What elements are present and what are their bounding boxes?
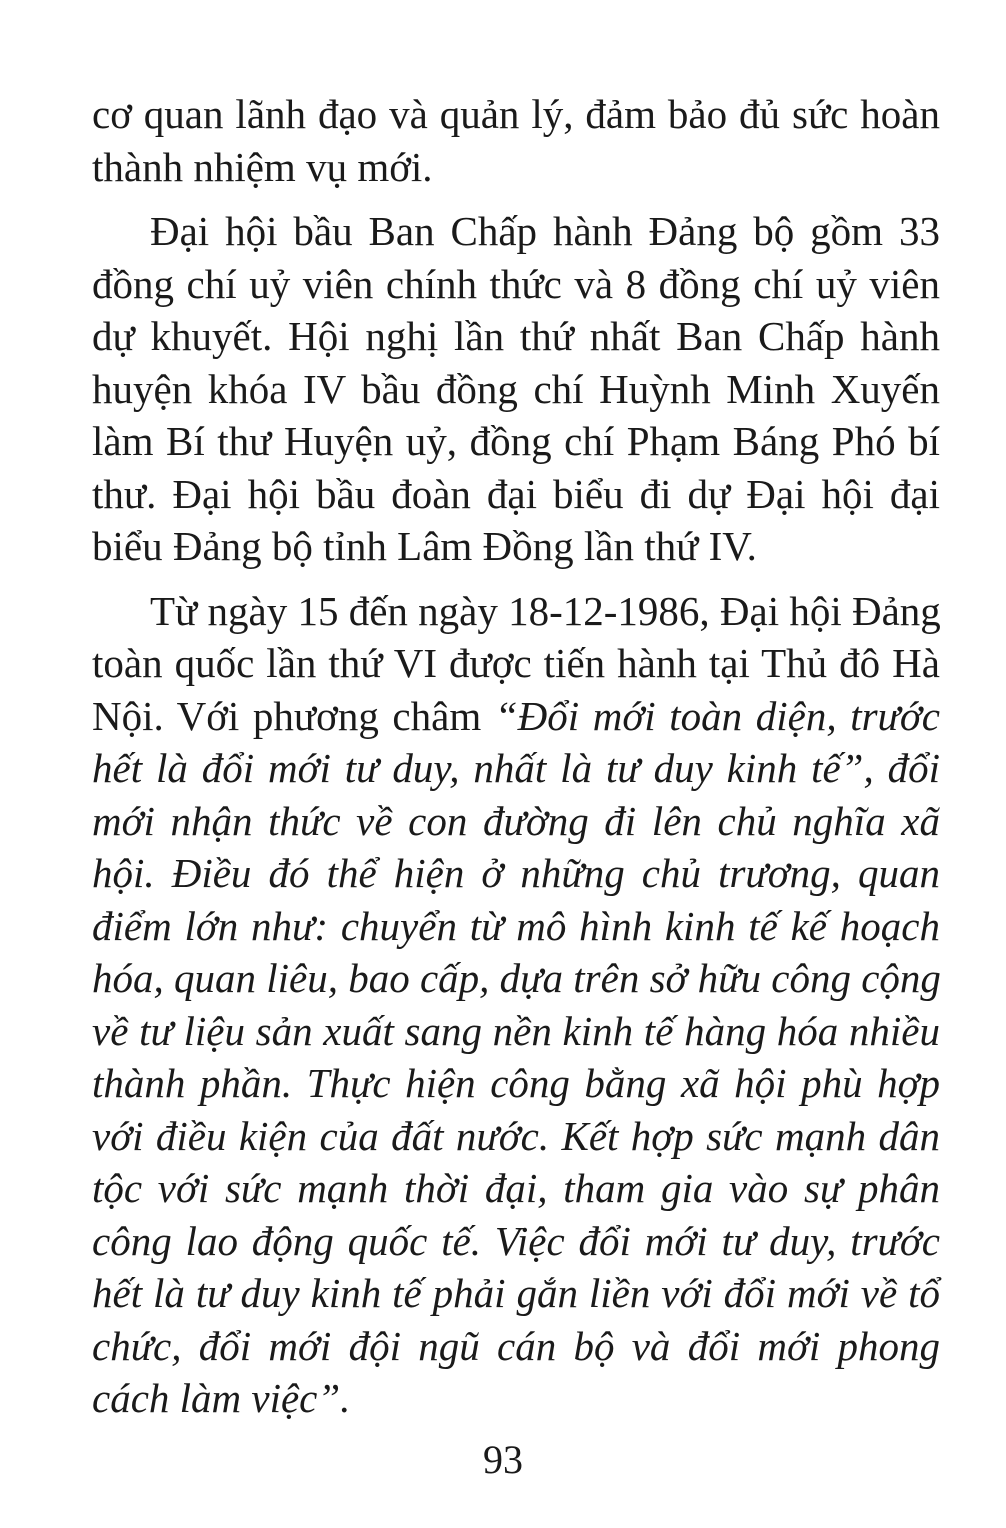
- paragraph-3-line-12: tộc với sức mạnh thời đại, tham gia vào sự phân: [92, 1165, 940, 1211]
- paragraph-3-line-15: chức, đổi mới đội ngũ cán bộ và đổi mới phong: [92, 1322, 940, 1369]
- paragraph-2-line-2: đồng chí uỷ viên chính thức và 8 đồng chí uỷ viên: [92, 260, 940, 307]
- paragraph-3-line-1: Từ ngày 15 đến ngày 18-12-1986, Đại hội Đảng: [150, 587, 941, 634]
- paragraph-3-line-8: hóa, quan liêu, bao cấp, dựa trên sở hữu công cộng: [92, 955, 941, 1001]
- paragraph-3-line-5: mới nhận thức về con đường đi lên chủ nghĩa xã: [92, 797, 940, 844]
- paragraph-3-line-13: công lao động quốc tế. Việc đổi mới tư duy, trước: [92, 1217, 940, 1264]
- page-number: 93: [483, 1437, 523, 1482]
- paragraph-3-line-3: [92, 690, 940, 743]
- paragraph-3-line-2: toàn quốc lần thứ VI được tiến hành tại Thủ đô Hà: [92, 640, 940, 686]
- paragraph-3-line-7: điểm lớn như: chuyển từ mô hình kinh tế kế hoạch: [92, 902, 940, 949]
- paragraph-3-line-10: thành phần. Thực hiện công bằng xã hội phù hợp: [92, 1060, 940, 1106]
- paragraph-3-line-14: hết là tư duy kinh tế phải gắn liền với đổi mới về tổ: [92, 1270, 940, 1316]
- quote-start: “Đổi mới toàn diện, trước: [494, 692, 940, 739]
- paragraph-3-line-4: hết là đổi mới tư duy, nhất là tư duy kinh tế”, đổi: [92, 745, 940, 791]
- paragraph-2-line-1: Đại hội bầu Ban Chấp hành Đảng bộ gồm 33: [150, 208, 940, 254]
- paragraph-3-line-9: về tư liệu sản xuất sang nền kinh tế hàng hóa nhiều: [92, 1007, 940, 1054]
- body-text: [92, 88, 940, 1425]
- paragraph-2-line-5: làm Bí thư Huyện uỷ, đồng chí Phạm Báng Phó bí: [92, 418, 940, 464]
- paragraph-2-line-6: thư. Đại hội bầu đoàn đại biểu đi dự Đại hội đại: [92, 470, 940, 517]
- paragraph-1-line-1: cơ quan lãnh đạo và quản lý, đảm bảo đủ sức hoàn: [92, 91, 940, 137]
- paragraph-2-line-7: biểu Đảng bộ tỉnh Lâm Đồng lần thứ IV.: [92, 523, 757, 569]
- paragraph-3-line-6: hội. Điều đó thể hiện ở những chủ trương, quan: [92, 850, 940, 896]
- paragraph-3-line-16: cách làm việc”.: [92, 1375, 351, 1421]
- paragraph-2-line-4: huyện khóa IV bầu đồng chí Huỳnh Minh Xuyến: [92, 365, 940, 412]
- quote-intro: Nội. Với phương châm: [92, 692, 495, 739]
- paragraph-3-line-11: với điều kiện của đất nước. Kết hợp sức mạnh dân: [92, 1112, 940, 1159]
- paragraph-2-line-3: dự khuyết. Hội nghị lần thứ nhất Ban Chấp hành: [92, 313, 940, 359]
- paragraph-1-line-2: thành nhiệm vụ mới.: [92, 143, 433, 190]
